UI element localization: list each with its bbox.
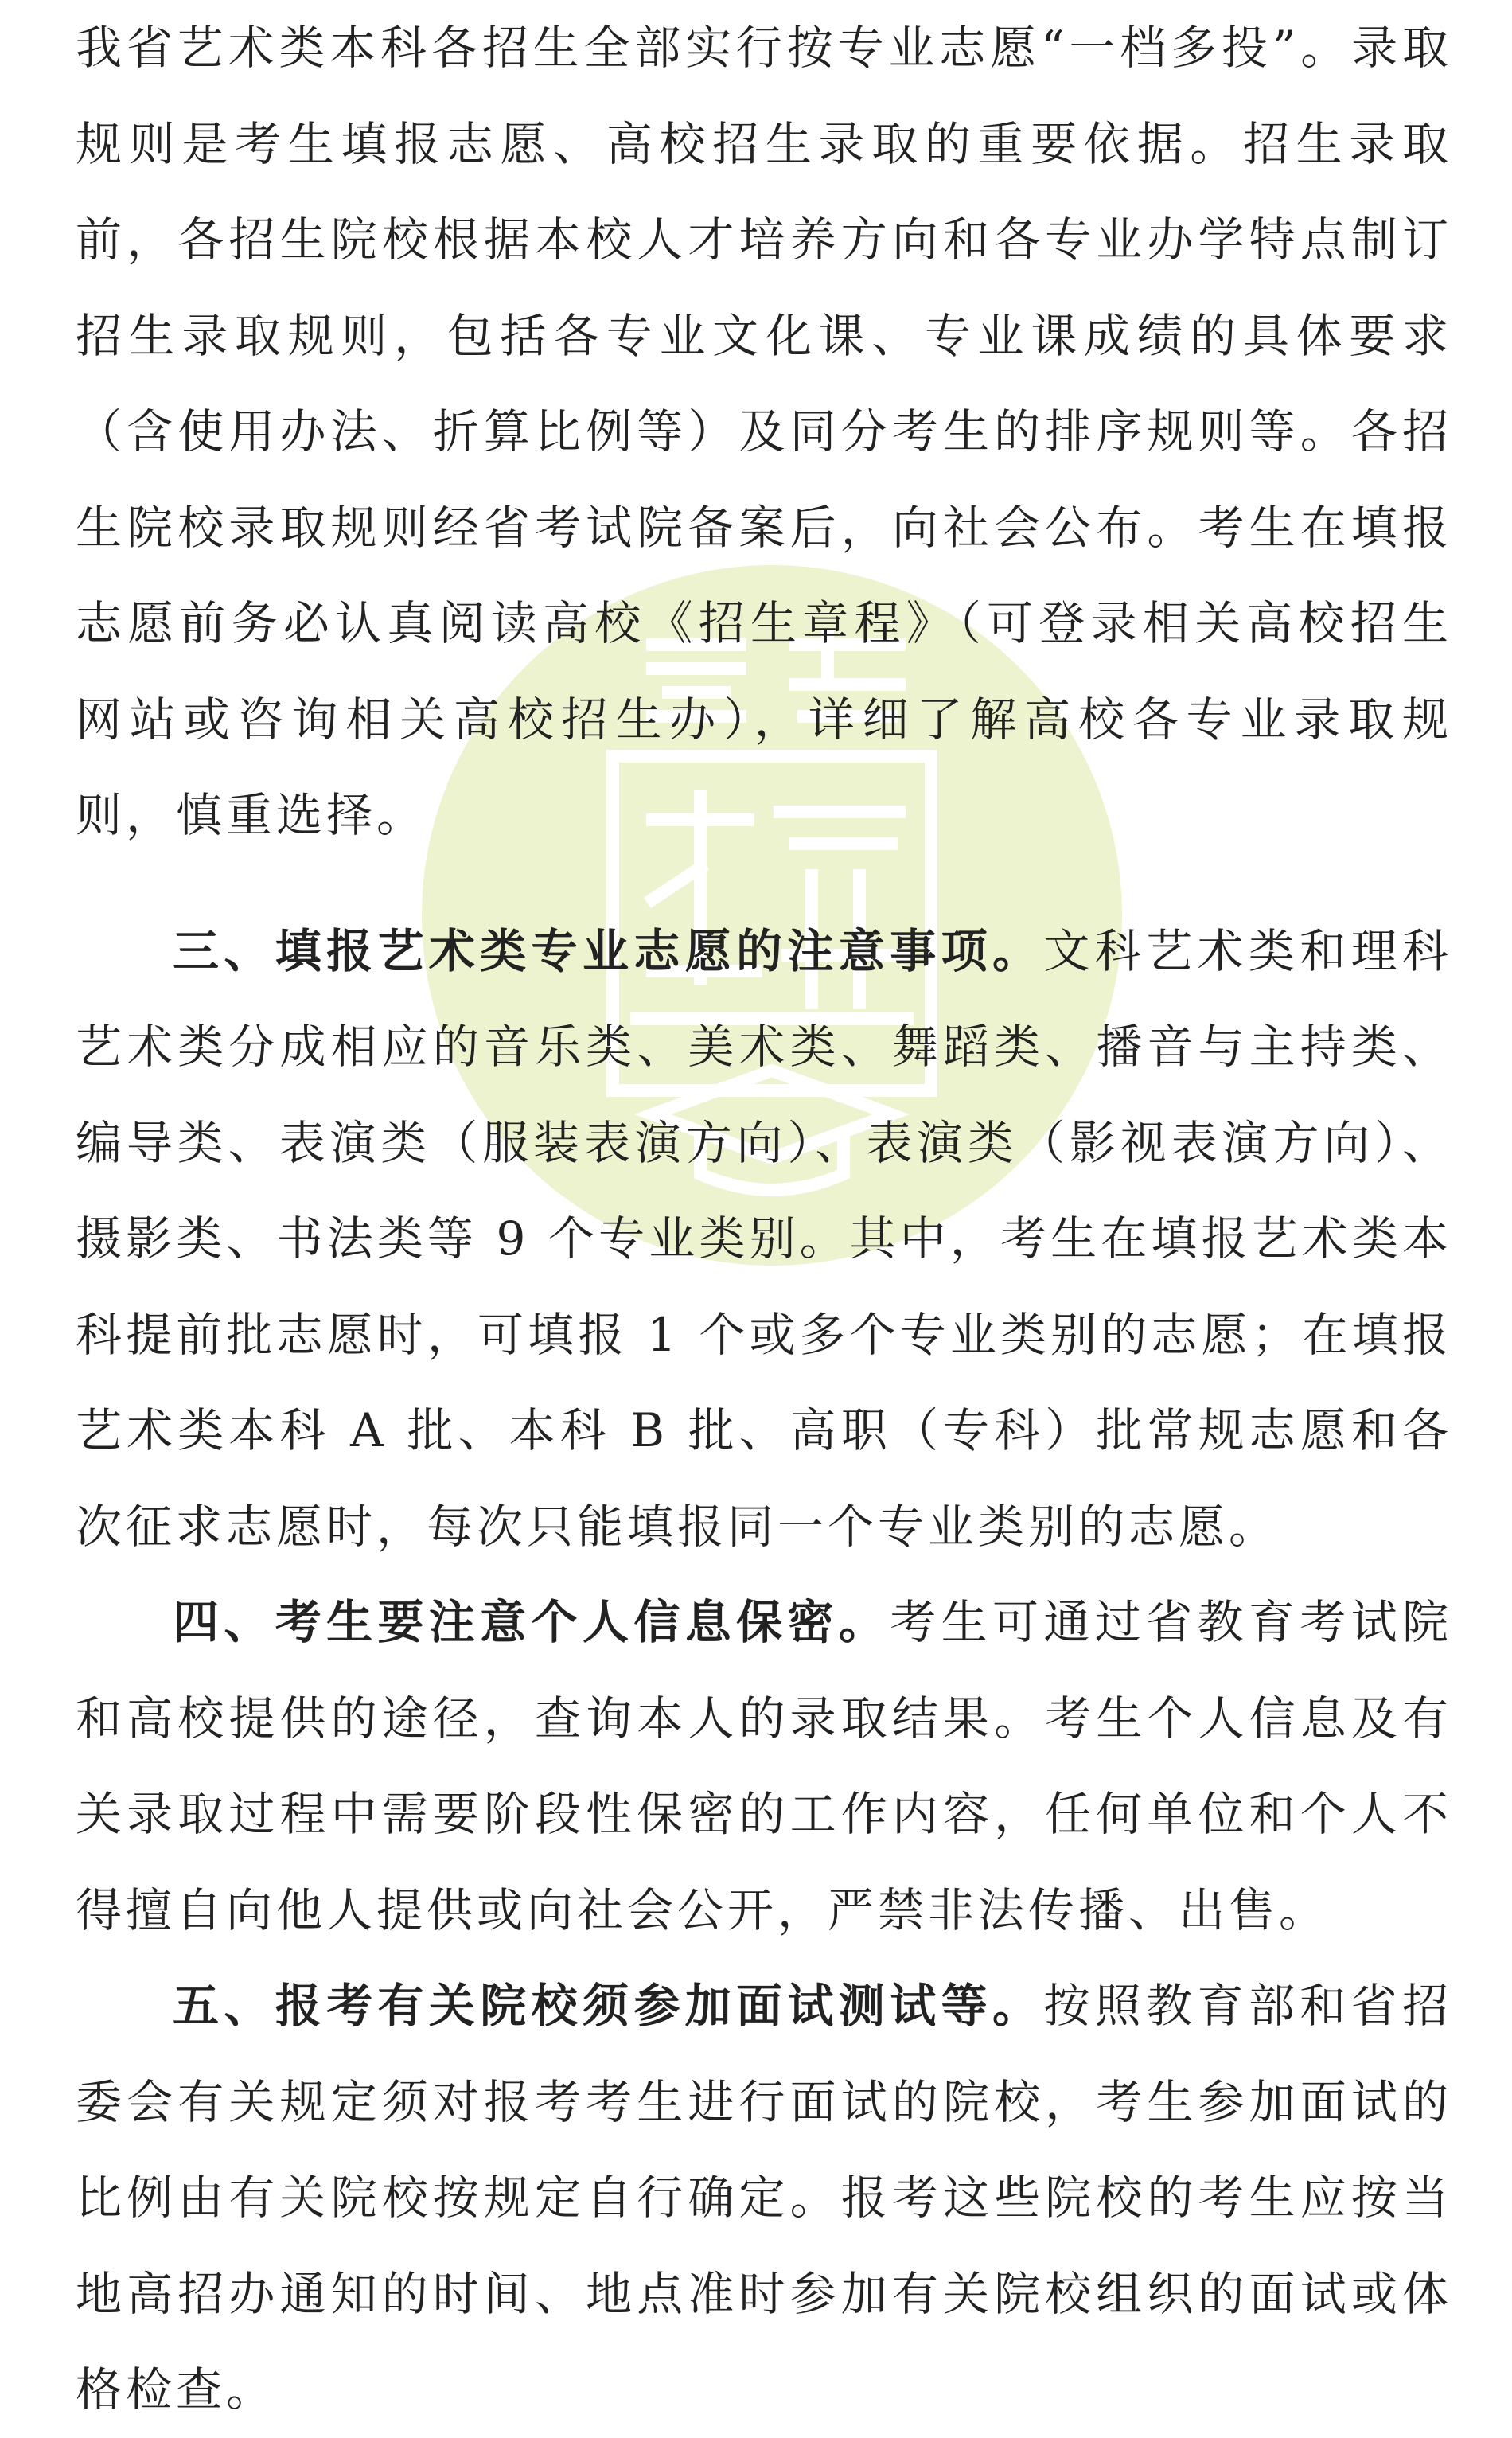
paragraph-privacy [76,1574,1452,1958]
paragraph-interview [76,1958,1452,2438]
section-heading-5: 五、报考有关院校须参加面试测试等。 [173,1979,1044,2033]
paragraph-admission-rules [76,0,1452,864]
document-page [76,0,1452,2438]
paragraph-text: 我省艺术类本科各招生全部实行按专业志愿“一档多投”。录取规则是考生填报志愿、高校招生录取的重要依据。招生录取前，各招生院校根据本校人才培养方向和各专业办学特点制订招生录取规则，包括各专业文化课、专业课成绩的具体要求（含使用办法、折算比例等）及同分考生的排序规则等。各招生院校录取规则经省考试院备案后，向社会公布。考生在填报志愿前务必认真阅读高校《招生章程》（可登录相关高校招生网站或咨询相关高校招生办），详细了解高校各专业录取规则，慎重选择。 [76,21,1452,842]
section-heading-4: 四、考生要注意个人信息保密。 [173,1595,890,1649]
paragraph-art-major-notes [76,903,1452,1575]
paragraph-text: 考生可通过省教育考试院和高校提供的途径，查询本人的录取结果。考生个人信息及有关录取过程中需要阶段性保密的工作内容，任何单位和个人不得擅自向他人提供或向社会公开，严禁非法传播、出售。 [76,1595,1452,1937]
paragraph-text: 文科艺术类和理科艺术类分成相应的音乐类、美术类、舞蹈类、播音与主持类、编导类、表演类（服装表演方向）、表演类（影视表演方向）、摄影类、书法类等 9 个专业类别。其中，考生在填报艺术类本科提前批志愿时，可填报 1 个或多个专业类别的志愿；在填报艺术类本科 A 批、本科 B 批、高职（专科）批常规志愿和各次征求志愿时，每次只能填报同一个专业类别的志愿。 [76,923,1452,1554]
section-heading-3: 三、填报艺术类专业志愿的注意事项。 [173,923,1044,978]
paragraph-text: 按照教育部和省招委会有关规定须对报考考生进行面试的院校，考生参加面试的比例由有关院校按规定自行确定。报考这些院校的考生应按当地高招办通知的时间、地点准时参加有关院校组织的面试或体格检查。 [76,1979,1452,2417]
